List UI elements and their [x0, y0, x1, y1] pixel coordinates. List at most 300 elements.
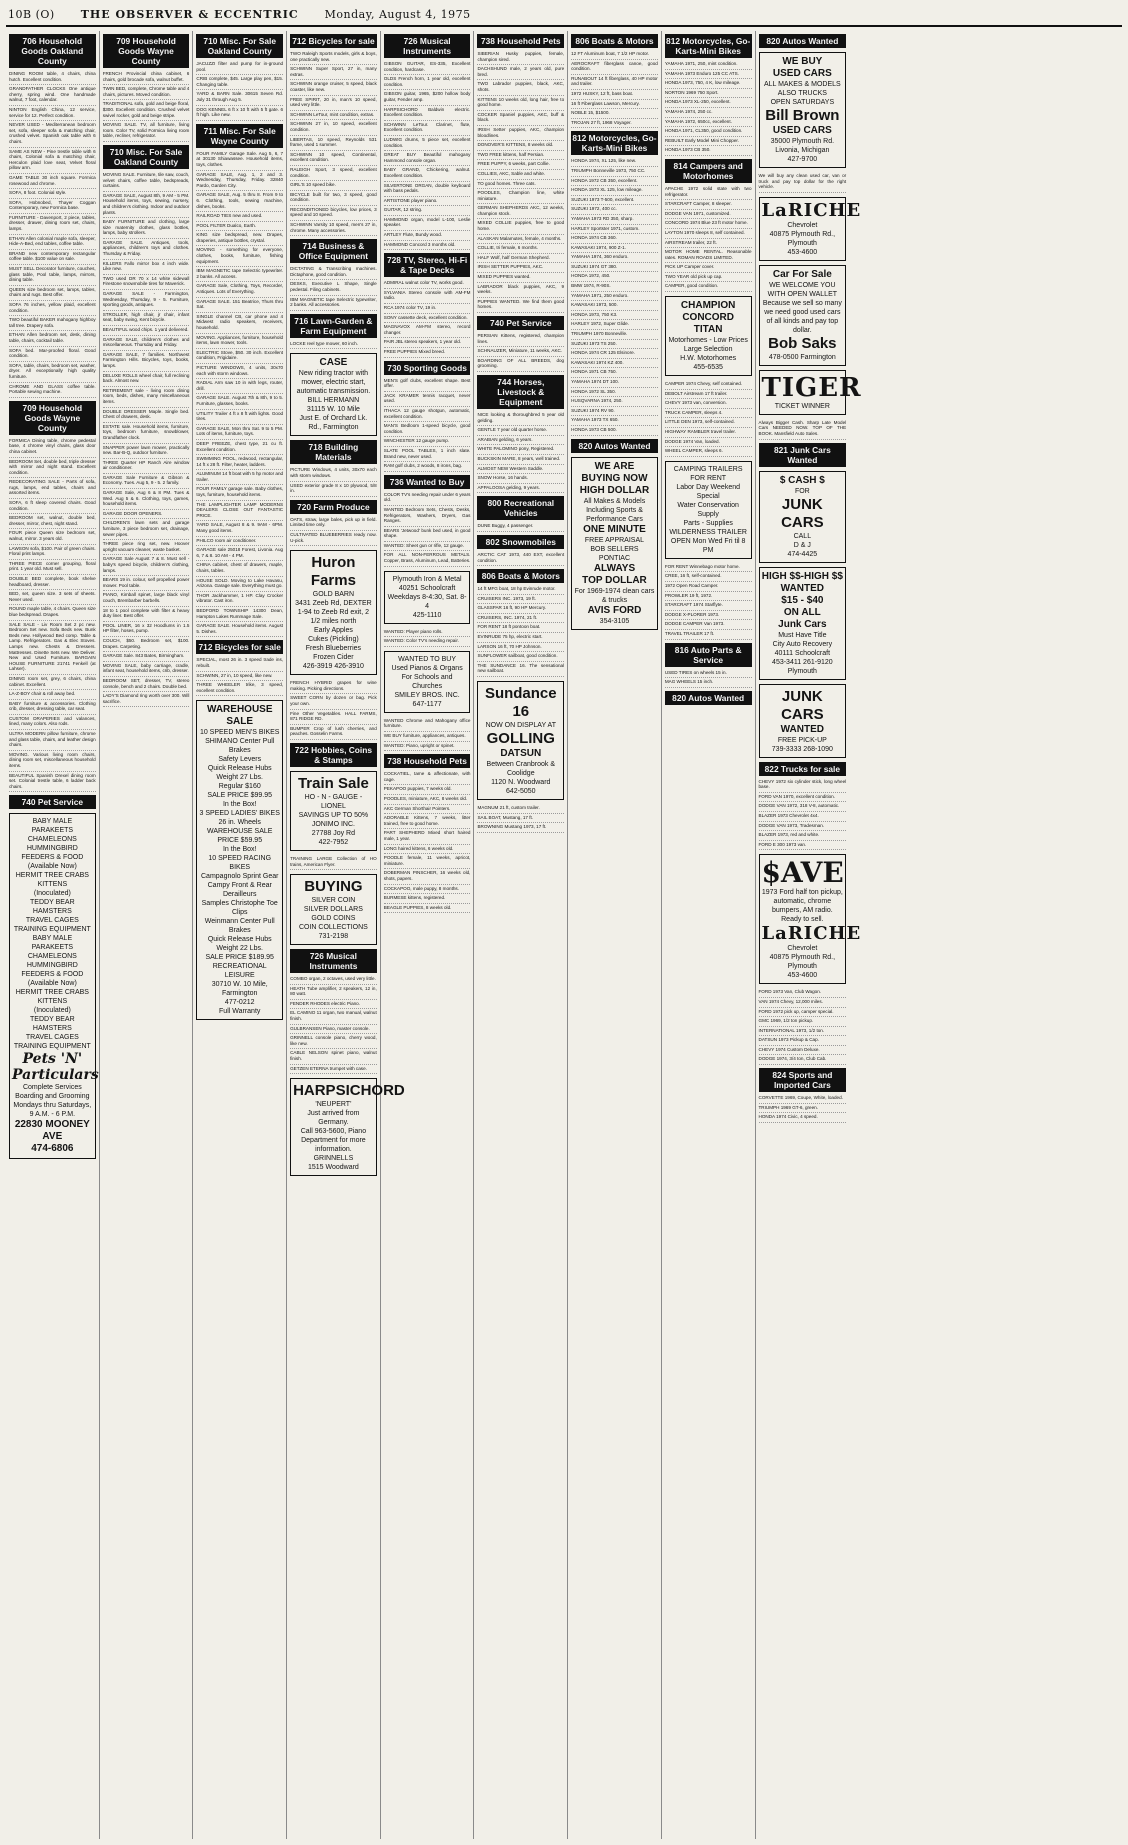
classified-ad: GARAGE Sale August 7 & 8. Must sell - baby's speed bicycle, children's clothing, lamps.: [103, 555, 190, 576]
display-ad-line: 40111 Schoolcraft: [774, 649, 831, 657]
display-ad-line: GOLD BARN: [312, 591, 355, 599]
display-ad-line: 647-1177: [412, 700, 442, 708]
classified-ad: BROWNING Mustang 1973, 17 ft.: [477, 823, 564, 833]
display-ad-line: 1973 Ford half ton pickup, automatic, chrome bumpers, AM radio. Ready to sell.: [761, 889, 843, 924]
classified-ad: GARAGE SALE. Household items. August 5. Dishes.: [196, 622, 283, 637]
classified-ad: CONCORD 1974 Blue 23 ft motor home.: [665, 219, 752, 229]
display-ad-line: Between Cranbrook & Coolidge: [486, 761, 556, 778]
classified-ad: PICK UP Camper cover.: [665, 263, 752, 273]
pet-ad-detail: 22830 MOONEY AVE: [14, 1119, 90, 1143]
display-ad-line: ON ALL: [783, 606, 821, 618]
pet-ad-line: KITTENS: [37, 998, 68, 1006]
classified-ad: WANTED: Sheet gun or rifle, 12 gauge.: [384, 542, 471, 552]
classified-ad: GARAGE SALE, 7 families. Northwest Farmington Hills. Bicycles, toys, books, lamps.: [103, 351, 190, 372]
classified-ad: HONDA 1973 CB 500.: [571, 426, 658, 436]
classified-ad: ETHAN Allen bedroom set, desk, dining table, chairs, cocktail table.: [9, 331, 96, 346]
display-ad-line: SHIMANO Center Pull Brakes: [205, 738, 275, 755]
section-heading: 709 Household Goods Wayne County: [103, 34, 190, 68]
classified-ad: MOVING SALE. Furniture, tile saw, couch, velvet chairs, coffee table, bedspreads, curtains.: [103, 171, 190, 192]
classified-ad: LAYTON 1970 sleeps 8, self contained.: [665, 229, 752, 239]
section-heading: 728 TV, Stereo, Hi-Fi & Tape Decks: [384, 253, 471, 277]
display-ad-line: KITTENS: [37, 881, 68, 889]
classified-ad: APPALOOSA gelding, 9 years.: [477, 484, 564, 494]
classified-ad: CHEVY 1974 Custom Deluxe.: [759, 1046, 847, 1056]
classified-ad: SUZUKI 1973 T-500, excellent.: [571, 196, 658, 206]
junk-display-ad: [759, 471, 847, 563]
classified-ad: MOVING. Appliances, furniture, household items, lawn mower, tools.: [196, 334, 283, 349]
display-ad-line: 3431 Zeeb Rd, DEXTER: [295, 600, 372, 608]
display-ad-line: Labor Day Weekend Special: [676, 483, 740, 500]
junk2-display-ad: [759, 567, 847, 680]
display-ad-line: 3 SPEED LADIES' BIKES: [199, 810, 280, 818]
classified-ad: TRUCK CAMPER, sleeps 4.: [665, 409, 752, 419]
classified-ad: STARCRAFT 1974 Starflyte.: [665, 601, 752, 611]
classified-ad: GARAGE Sale, Aug 6 & 8 PM. Tues & Wed. Aug 5 & 6. Clothing, toys, games, household items.: [103, 489, 190, 510]
classified-ad: SILVERTONE ORGAN, double keyboard with bass pedals.: [384, 182, 471, 197]
section-heading: 802 Snowmobiles: [477, 535, 564, 549]
display-ad-line: AVIS FORD: [587, 604, 642, 616]
classified-ad: COUCH, $50. Bedroom set, $100. Drapes. Carpeting.: [103, 637, 190, 652]
classified-ad: ALMOST NEW Western Saddle.: [477, 465, 564, 475]
classified-ad: ESTATE sale. Household items, furniture, toys, bedroom furniture, snowblower, Grandfather clock.: [103, 423, 190, 444]
avis-display-ad: [571, 457, 658, 630]
display-ad-line: 35000 Plymouth Rd.: [770, 138, 835, 145]
display-ad-line: Frozen Cider: [313, 654, 354, 662]
display-ad-line: 354-3105: [599, 617, 630, 625]
display-ad-line: CHAMPION: [680, 300, 736, 312]
display-ad-line: GOLD COINS: [311, 915, 356, 923]
classified-ad: REDECORATING SALE - Parts of sofa, rugs, lamps, end tables, chairs and assorted items.: [9, 478, 96, 499]
classified-ad: GLASSPAR 16 ft, 90 HP Mercury.: [477, 604, 564, 614]
classified-ad: SUNFLOWER sailboat, good condition.: [477, 652, 564, 662]
classified-ad: DOG KENNEL 6 ft x 10 ft with 5 ft gate. 6 ft high. Like new.: [196, 106, 283, 121]
classified-ad: WHITE PALOMINO pony, Registered.: [477, 445, 564, 455]
classified-ad: HONDA 1973 XL 125, low mileage.: [571, 186, 658, 196]
classified-ad: TRIUMPH Bonneville 1973, 750 CC.: [571, 167, 658, 177]
display-ad-line: FOR RENT: [690, 474, 727, 482]
classified-ad: FORMICA Dining table, chrome pedestal base, 4 chrome vinyl chairs, glass door china cabinet.: [9, 437, 96, 458]
display-ad-line: ALSO TRUCKS: [777, 90, 827, 97]
display-ad-line: Fresh Blueberries: [305, 645, 362, 653]
section-heading: 824 Sports and Imported Cars: [759, 1068, 847, 1092]
classified-ad: BEAGLE PUPPIES, 8 weeks old.: [384, 904, 471, 914]
display-ad-line: WANTED: [780, 582, 825, 594]
section-heading: 821 Junk Cars Wanted: [759, 443, 847, 467]
classified-ad: RETIREMENT sale - living room dining room, beds, dishes, many miscellaneous items.: [103, 387, 190, 408]
classified-ad: THE SUNDANCE 16. The sensational new sailboat.: [477, 662, 564, 677]
classified-ad: GARAGE SALE. Antiques, tools, appliances, children's toys and clothes. Thursday & Friday.: [103, 239, 190, 260]
classified-ad: FRENCH HYBRID grapes for wine making. Picking directions.: [290, 679, 377, 694]
classified-ad: ARTLEY Flute, Bundy wood.: [384, 231, 471, 241]
classified-ad: KAWASAKI 1974 KZ 400.: [571, 359, 658, 369]
classified-ad: HEATH Tube amplifier, 2 speakers, 12 in, 80 watt.: [290, 985, 377, 1000]
classified-ad: ARTISTONE player piano.: [384, 197, 471, 207]
display-ad-line: (Inoculated): [33, 890, 71, 898]
classified-ad: COCKAPOO, male puppy, 8 months.: [384, 885, 471, 895]
display-ad-line: WE WELCOME YOU: [769, 281, 836, 289]
classified-ad: YAMAHA 1974, 250 cc.: [665, 108, 752, 118]
classified-ad: COMBO organ, 2 octaves, used very little.: [290, 975, 377, 985]
display-ad-line: SAVINGS UP TO 50%: [298, 811, 369, 819]
display-ad-line: Just E. of Orchard Lk. Rd., Farmington: [299, 415, 368, 432]
classified-ad: PICTURE WINDOWS, 4 units, 30x70 each with storm windows.: [196, 364, 283, 379]
display-ad-line: Just arrived from Germany.: [307, 1110, 360, 1127]
display-ad-line: Including Sports &: [586, 506, 643, 514]
classified-ad: LADY'S Diamond ring worth over 300. Will sacrifice.: [103, 692, 190, 707]
section-heading: 740 Pet Service: [477, 316, 564, 330]
classified-ad: CAMPER, good condition.: [665, 282, 752, 292]
classified-ad: TWO used DR 70 x 14 white sidewall Firestone snowmobile tires for Maverick.: [103, 275, 190, 290]
classified-ad: FOR RENT 18 ft pontoon boat.: [477, 623, 564, 633]
display-ad-line: 1-94 to Zeeb Rd exit, 2 1/2 miles north: [297, 609, 370, 626]
classified-ad: MAGNAVOX AM-FM stereo, record changer.: [384, 323, 471, 338]
classified-ad: GRINNELL console piano, cherry wood, like new.: [290, 1034, 377, 1049]
display-ad-line: 1515 Woodward: [307, 1164, 359, 1172]
masthead: [6, 8, 1122, 27]
classified-ad: SWEET CORN by dozen or bag. Pick your own.: [290, 694, 377, 709]
display-ad-line: 426-3919 426-3910: [302, 663, 364, 671]
classified-ad: ARABIAN gelding, 6 years.: [477, 436, 564, 446]
classified-ad: HONDA 1974 Civic, 4 speed.: [759, 1113, 847, 1123]
section-heading: 726 Musical Instruments: [384, 34, 471, 58]
classified-ad: NICE looking & thoroughbred 5 year old gelding.: [477, 411, 564, 426]
display-ad-line: 478-0500 Farmington: [768, 353, 836, 361]
pet-ad-line: BABY MALE PARAKEETS: [31, 935, 74, 952]
display-ad-line: 27788 Joy Rd: [311, 829, 355, 837]
display-ad-line: BABY MALE PARAKEETS: [31, 818, 74, 835]
display-ad-line: WAREHOUSE SALE PRICE $59.95: [206, 828, 273, 845]
classified-ad: LABRADOR black puppies, AKC, 9 weeks.: [477, 283, 564, 298]
classified-ad: YAMAHA 1971, 250, mint condition.: [665, 60, 752, 70]
display-ad-line: 31115 W. 10 Mile: [306, 406, 360, 414]
classified-ad: YAMAHA 1971, 250 enduro.: [571, 292, 658, 302]
classified-ad: ALASKAN Malamutes, female, 4 months.: [477, 235, 564, 245]
classified-ad: MOVING. Various living room chairs, dining room set, miscellaneous household items.: [9, 751, 96, 772]
classified-ad: TWO Labrador puppies, black, AKC, shots.: [477, 80, 564, 95]
classified-ad: CREE, 16 ft, self-contained.: [665, 572, 752, 582]
classified-ad: SAIL BOAT, Mustang, 17 ft.: [477, 814, 564, 824]
classified-ad: CHROME AND GLASS coffee table. Portable sewing machine.: [9, 383, 96, 398]
classified-ad: 18 to 1 pool complete with filter & heavy duty liner. Best offer.: [103, 607, 190, 622]
classified-ad: GARAGE Sale, Clothing, Toys, Recorder, Antiques. Lots of Everything.: [196, 282, 283, 297]
section-heading: 712 Bicycles for sale: [290, 34, 377, 48]
classified-ad: MOTOR HOME RENTAL. Reasonable rates. ROMAN ROADS LIMITED.: [665, 248, 752, 263]
display-ad-line: Quick Release Hubs: [207, 936, 272, 944]
classified-ad: SCHWINN Varsity 10 speed, men's 27 in, chrome. Many accessories.: [290, 221, 377, 236]
classified-ad: SAME AS NEW - Pine trestle table with 6 chairs, Colonial sofa & matching chair, Herculon plaid love seat, Velvet floral pillow arm.: [9, 148, 96, 174]
classified-ad: TWO FREE kittens, half Persian.: [477, 151, 564, 161]
classified-ad: SOFA, 8 foot. Colonial style.: [9, 189, 96, 199]
section-heading: 712 Bicycles for sale: [196, 640, 283, 654]
display-ad-line: CAMPING TRAILERS: [673, 465, 743, 473]
classified-ad: HARPSICHORD Baldwin electric. Excellent condition.: [384, 106, 471, 121]
classified-ad: TRADITIONAL sofa, gold and beige floral, $300. Excellent condition. Crushed velvet swivel rocker, gold and beige stripe.: [103, 100, 190, 121]
display-ad-line: In the Box!: [222, 801, 257, 809]
classified-ad: YARD SALE, August 8 & 9. 9AM - 6PM. Many good items.: [196, 521, 283, 536]
classified-ad: SCHWINN, 27 in, 10 speed, like new.: [196, 672, 283, 682]
classified-ad: DINING room set, grey, 6 chairs, china cabinet. Excellent.: [9, 675, 96, 690]
classified-ad: INTERNATIONAL 1973, 1/2 ton.: [759, 1027, 847, 1037]
classified-ad: Fine Other Vegetables. HALL FARMS, 871 RIDGE RD.: [290, 710, 377, 725]
pet-ad-detail: Complete Services Boarding and Grooming: [15, 1084, 90, 1101]
display-ad-line: SILVER COIN: [311, 897, 356, 905]
classified-ad: LIBERTAS, 10 speed, Reynolds 531 frame, used 1 summer.: [290, 136, 377, 151]
classified-ad: CRUISERS INC. 1973, 19 ft.: [477, 595, 564, 605]
classified-ad: SCHWINN 27 in, 10 speed, excellent condition.: [290, 120, 377, 135]
classified-ad: FOR ALL NON-FERROUS METALS. Copper, Brass, Aluminum, Lead, Batteries.: [384, 551, 471, 566]
display-ad-line: Full Warranty: [219, 1008, 261, 1016]
display-ad-line: HERMIT TREE CRABS: [15, 872, 89, 880]
classified-ad: HONDA 1973, 750, 4 K, low mileage.: [665, 79, 752, 89]
classified-ad: RADIAL Arm saw 10 in with legs, router, drill.: [196, 379, 283, 394]
column-8: [662, 31, 756, 1839]
classified-ad: TRAVEL TRAILER 17 ft.: [665, 630, 752, 640]
column-7: [568, 31, 662, 1839]
classified-ad: USED TIRES on wheels 15 in.: [665, 669, 752, 679]
classified-ad: 1972 Open Road Camper.: [665, 582, 752, 592]
classified-ad: THREE WHEELER trike, 3 speed, excellent condition.: [196, 681, 283, 696]
classified-ad: POOL LINER, 16 x 32 Hoodlums in 1.5 HP filter, hoses, pump.: [103, 622, 190, 637]
display-ad-line: Must Have Title: [778, 631, 827, 639]
classified-ad: SONY cassette deck, excellent condition.: [384, 314, 471, 324]
classified-ad: YAMAHA 1974 DT 100.: [571, 378, 658, 388]
classified-ad: STROLLER, high chair, jr chair, infant seat, baby swing, Kent bicycle.: [103, 311, 190, 326]
display-ad-line: 40875 Plymouth Rd., Plymouth: [769, 230, 836, 247]
display-ad-line: Large Selection: [683, 346, 733, 354]
classified-ad: HALF Wolf, half German Shepherd.: [477, 254, 564, 264]
classified-ad: FORD E 300 1973 van.: [759, 841, 847, 851]
classified-ad: FORD 1973 Van, Club Wagon.: [759, 988, 847, 998]
classified-ad: TWO YEAR old pick up cap.: [665, 273, 752, 283]
classified-ad: HARLEY 1972, Super Glide.: [571, 320, 658, 330]
display-ad-line: BOB SELLERS PONTIAC: [590, 545, 639, 562]
display-ad-line: ONE MINUTE: [583, 523, 646, 535]
classified-ad: WE BUY furniture, appliances, antiques.: [384, 732, 471, 742]
classified-ad: AEROCRAFT fiberglass canoe, good condition.: [571, 60, 658, 75]
display-ad-line: SILVER DOLLARS: [303, 906, 363, 914]
classified-ad: YAMAHA 1973 RD 350, sharp.: [571, 215, 658, 225]
classified-ad: NORTON 1969 750 Sport.: [665, 89, 752, 99]
classified-ad: DOUBLE BED complete, book shelve headboard, dresser.: [9, 575, 96, 590]
display-ad-line: SALE PRICE $99.95: [207, 792, 273, 800]
classified-ad: SCHWINN 10 speed, Continental, excellent condition.: [290, 151, 377, 166]
classified-ad: PICTURE Windows, 4 units, 30x70 each with storm windows.: [290, 466, 377, 481]
classified-ad: TRIUMPH 1969 GT-6, green.: [759, 1104, 847, 1114]
display-ad-line: USED CARS: [772, 68, 832, 79]
pet-ad-line: CHAMELEONS: [27, 953, 77, 961]
classified-ad: OATS, straw, large bales, pick up in field. Limited time only.: [290, 516, 377, 531]
classified-ad: EVINRUDE 75 hp, electric start.: [477, 633, 564, 643]
classified-ad: HOUSE SOLD. Moving to Lake Havasu, Arizona. Garage sale. Everything must go.: [196, 577, 283, 592]
display-ad-line: Call 963-5600, Piano Department for more information.: [300, 1128, 367, 1154]
section-heading: 738 Household Pets: [477, 34, 564, 48]
classified-ad: UTILITY Trailer 4 ft x 8 ft with lights. Good tires.: [196, 410, 283, 425]
classified-ad: CAMPER 1974 Chevy, self contained.: [665, 380, 752, 390]
display-ad-line: BUYING NOW: [581, 472, 648, 484]
classified-ad: JACUZZI filter and pump for in-ground pool.: [196, 60, 283, 75]
brown-display-ad: [759, 52, 847, 168]
classified-ad: IRISH Setter puppies, AKC, champion bloodlines.: [477, 126, 564, 141]
display-ad-line: 731-2198: [318, 933, 349, 941]
classified-ad: SOFA, Hobnobed, Thayer Coggan Contemporary, new Formica base.: [9, 199, 96, 214]
classified-ad: DODGE VAN 1972, 318 V-8, automatic.: [759, 802, 847, 812]
classified-ad: SCHWINN LeTour, mint condition, extras.: [290, 111, 377, 121]
classified-ad: TRAINING LARGE Collection of HO trains, American Flyer.: [290, 855, 377, 870]
classified-ad: POOL FILTER Dualco, Earth.: [196, 222, 283, 232]
classified-ad: POODLES, Champion line, white miniature.: [477, 189, 564, 204]
classified-ad: SUZUKI 1974 GT 380.: [571, 263, 658, 273]
classified-ad: POODLES, miniature, AKC, 8 weeks old.: [384, 795, 471, 805]
display-ad-line: 'NEUPERT': [315, 1101, 352, 1109]
display-ad-line: Campy Front & Rear Derailleurs: [207, 882, 272, 899]
pets-particulars-logo: Pets 'N' Particulars: [12, 1051, 99, 1084]
classified-ad: FOR RENT Winnebago motor home.: [665, 563, 752, 573]
classified-ad: DELUXE ROLLS wheel chair, full reclining back. Almost new.: [103, 372, 190, 387]
display-ad-line: TIGER: [761, 372, 862, 403]
classified-ad: YAMAHA 1972, 650cc, excellent.: [665, 118, 752, 128]
display-ad-line: RECREATIONAL LEISURE: [212, 963, 267, 980]
classified-ad: JACK KRAMER tennis racquet, never used.: [384, 392, 471, 407]
pet-ad-line: (Inoculated): [33, 1007, 71, 1015]
classified-ad: 12 FT Aluminum boat, 7 1/2 HP motor.: [571, 50, 658, 60]
display-ad-line: COIN COLLECTIONS: [298, 924, 368, 932]
display-ad-line: Used Pianos & Organs: [391, 664, 463, 672]
pet-ad-line: TEDDY BEAR HAMSTERS: [30, 1016, 75, 1033]
display-ad-line: 453-3411 261-9120: [772, 658, 833, 666]
classified-ad: FENDER RHODES electric Piano.: [290, 1000, 377, 1010]
classified-ad: HARLEY Sportster 1971, custom.: [571, 225, 658, 235]
classified-ad: CUSTOM DRAPERIES and valances, lined, many colors. Also rods.: [9, 715, 96, 730]
pet-ad-detail: Mondays thru Saturdays, 9 A.M. - 6 P.M.: [13, 1102, 92, 1119]
display-ad-line: TRAVEL CAGES: [25, 917, 79, 925]
classified-ad: THE LAMPLIGHTER LAMP MODERNS DEALERS CLOSE OUT FANTASTIC PRICE.: [196, 501, 283, 522]
display-ad-line: Weekdays 8-4:30, Sat. 8-4: [387, 593, 467, 610]
classified-ad: GARAGE SALE, Aug. 1, 2 and 3. Wednesday, Thursday, Friday. 32840 Pardo, Garden City.: [196, 171, 283, 192]
display-ad-line: 474-4425: [787, 550, 818, 558]
display-ad-line: FREE PICK-UP: [777, 736, 827, 744]
display-ad-line: TITAN: [693, 324, 723, 336]
classified-ad: FREE SPIRIT, 20 in, man's 10 speed, used very little.: [290, 96, 377, 111]
classified-ad: PIANO, Kimball spinet, large black vinyl couch, Brembarber barbells.: [103, 591, 190, 606]
classified-ad: KAWASAKI 1974, 900 Z-1.: [571, 244, 658, 254]
display-ad-line: TICKET WINNER: [774, 402, 830, 410]
display-ad-line: 642-5050: [505, 788, 536, 796]
classified-ad: ADMIRAL walnut color TV, works good.: [384, 279, 471, 289]
classified-ad: EL CAMINO 11 organ, two manual, walnut finish.: [290, 1009, 377, 1024]
classified-ad: HONDA 1972 CB 350, excellent.: [571, 177, 658, 187]
classified-ad: GENTLE 7 year old quarter horse.: [477, 426, 564, 436]
display-ad-line: $15 - $40: [781, 594, 824, 606]
classified-ad: DINING ROOM table, 4 chairs, china hutch. Excellent condition.: [9, 70, 96, 85]
classified-ad: BMW 1974, R-90S.: [571, 282, 658, 292]
classified-ad: SOFA 76 inches, yellow plaid, excellent condition.: [9, 301, 96, 316]
section-heading: 736 Wanted to Buy: [384, 475, 471, 489]
classified-ad: CHILDREN'S lawn sets and garage furniture, 3 piece bedroom set, drainage, sewer pipes.: [103, 519, 190, 540]
classified-ad: GRANDFATHER CLOCKS One antique cherry, spring wind. One handmade walnut, 7 foot, calendar.: [9, 85, 96, 106]
display-ad-line: CHAMELEONS: [27, 836, 77, 844]
section-heading: 720 Farm Produce: [290, 500, 377, 514]
classified-ad: FORD 1972 pick up, camper special.: [759, 1008, 847, 1018]
classified-ad: YAMAHA 1974, 360 enduro.: [571, 253, 658, 263]
classified-ad: DUNE Buggy, 4 passenger.: [477, 522, 564, 532]
display-ad-line: WANTED TO BUY: [398, 655, 456, 663]
display-ad-line: USED CARS: [772, 125, 832, 136]
classified-ad: STARCRAFT Camper, 8 sleeper.: [665, 200, 752, 210]
classified-ad: KITTENS 10 weeks old, long hair, free to good home.: [477, 96, 564, 111]
classified-ad: MOVING SALE. TV, all furniture, living room. Color TV, solid Formica living room table, recliner, refrigerator.: [103, 121, 190, 142]
pet-ad-detail: 474-6806: [31, 1143, 74, 1155]
classified-ad: PROWLER 19 ft, 1972.: [665, 592, 752, 602]
classified-ad: WANTED Bedroom Sets, Chests, Desks, Refrigerators, Washers, Dryers, Gas Ranges.: [384, 506, 471, 527]
classified-ad: SNOW Horse, 16 hands.: [477, 474, 564, 484]
display-ad-line: D & J: [793, 541, 811, 549]
column-3: [193, 31, 287, 1839]
display-ad-line: Chevrolet: [787, 221, 818, 229]
classified-ad: WHEEL CAMPER, sleeps 6.: [665, 447, 752, 457]
display-ad-line: WAREHOUSE SALE: [206, 704, 273, 728]
classified-ad: SCHWINN Super Sport, 27 in, many extras.: [290, 65, 377, 80]
display-ad-line: Cukes (Pickling): [308, 636, 359, 644]
display-ad-line: LaRICHE: [761, 923, 862, 945]
classified-ad: LA-Z-BOY chair & roll away bed.: [9, 690, 96, 700]
classified-ad: BUCKSKIN MARE, 8 years, well trained.: [477, 455, 564, 465]
classified-ad: SIBERIAN Husky puppies, female, champion sired.: [477, 50, 564, 65]
classified-ad: MUST SELL Decorator furniture, couches, glass table, Pool table, lamps, mirrors, dining table.: [9, 265, 96, 286]
classified-ad: COLLIE, tri female, 6 months.: [477, 244, 564, 254]
display-ad-line: 427-9700: [787, 156, 818, 163]
classified-ad: HIGHWAY RAMBLER travel trailer.: [665, 428, 752, 438]
classified-ad: ETHAN Allen colonial maple sofa, sleeper, Hide-A-Bed, end tables, coffee table.: [9, 235, 96, 250]
classified-ad: HONDA 1974 CB 360.: [571, 234, 658, 244]
classified-ad: HONDA 1972 SL 350.: [571, 388, 658, 398]
classified-ad: TWO Raleigh Sports models, girls & boys, one practically new.: [290, 50, 377, 65]
classified-ad: MEN'S golf clubs, excellent shape. Best offer.: [384, 377, 471, 392]
classified-ad: COCKATIEL, tame & affectionate, with cage.: [384, 770, 471, 785]
classified-ad: IBM MAGNETIC tape Selectric typewriter. 2 banks. All access.: [196, 267, 283, 282]
classified-ad: 1972 HUSKY, 12 ft, bass boat.: [571, 90, 658, 100]
classified-ad: BEARS 'Jetwood' bunk bed used, in good shape.: [384, 527, 471, 542]
classified-ad: THREE Quarter HP Ranch Aire window air conditioner.: [103, 459, 190, 474]
classified-ad: FREE PUPPIES Mixed breed.: [384, 348, 471, 358]
classified-ad: VAN 1974 Chevy, 12,000 miles.: [759, 998, 847, 1008]
classified-ad: GARAGE SALE, August 8th, 9 AM - 5 PM. Household items, toys, sewing, nursery, and children's clothing. Indoor and outdoor plants.: [103, 192, 190, 218]
display-ad-line: TRAINING EQUIPMENT: [13, 926, 91, 934]
display-ad-line: WE BUY: [782, 56, 823, 67]
display-ad-line: ALWAYS: [593, 562, 636, 574]
display-ad-line: 453-4600: [787, 248, 818, 256]
classified-ad: CHINA cabinet, chest of drawers, maple, chairs, tables.: [196, 561, 283, 576]
classified-ad: BED, set, queen size. 3 sets of sheets. Never used.: [9, 590, 96, 605]
classified-ad: OLDS French horn, 1 year old, excellent condition.: [384, 75, 471, 90]
classified-ad: GARAGE DOOR OPENERS.: [103, 510, 190, 520]
section-heading: 816 Auto Parts & Service: [665, 643, 752, 667]
classified-ad: LITTLE DEN 1973, self-contained.: [665, 418, 752, 428]
save-display-ad: [759, 854, 862, 984]
classified-ad: DODGE VAN 1973, Tradesman.: [759, 822, 847, 832]
classified-ad: FOUR FAMILY garage sale. Baby clothes, toys, furniture, household items.: [196, 485, 283, 500]
display-ad-line: Huron Farms: [310, 554, 356, 590]
classified-ad: YAMAHA 1973 TX 650.: [571, 416, 658, 426]
display-ad-line: 477-0212: [224, 999, 255, 1007]
classified-ad: GULBRANSEN Piano, master console.: [290, 1025, 377, 1035]
classified-ad: GETZEN ETERNA trumpet with case.: [290, 1065, 377, 1075]
section-heading: 820 Autos Wanted: [571, 439, 658, 453]
classified-ad: DEEP FREEZE, chest type, 21 cu ft. Excellent condition.: [196, 440, 283, 455]
section-heading: 740 Pet Service: [9, 795, 96, 809]
classified-ad: BEAUTIFUL wood chips. 1 yard delivered.: [103, 326, 190, 336]
classified-ad: DESKS, Executive L Shape, Single pedestal. Filing cabinets.: [290, 280, 377, 295]
display-ad-line: For Schools and Churches: [401, 673, 453, 690]
